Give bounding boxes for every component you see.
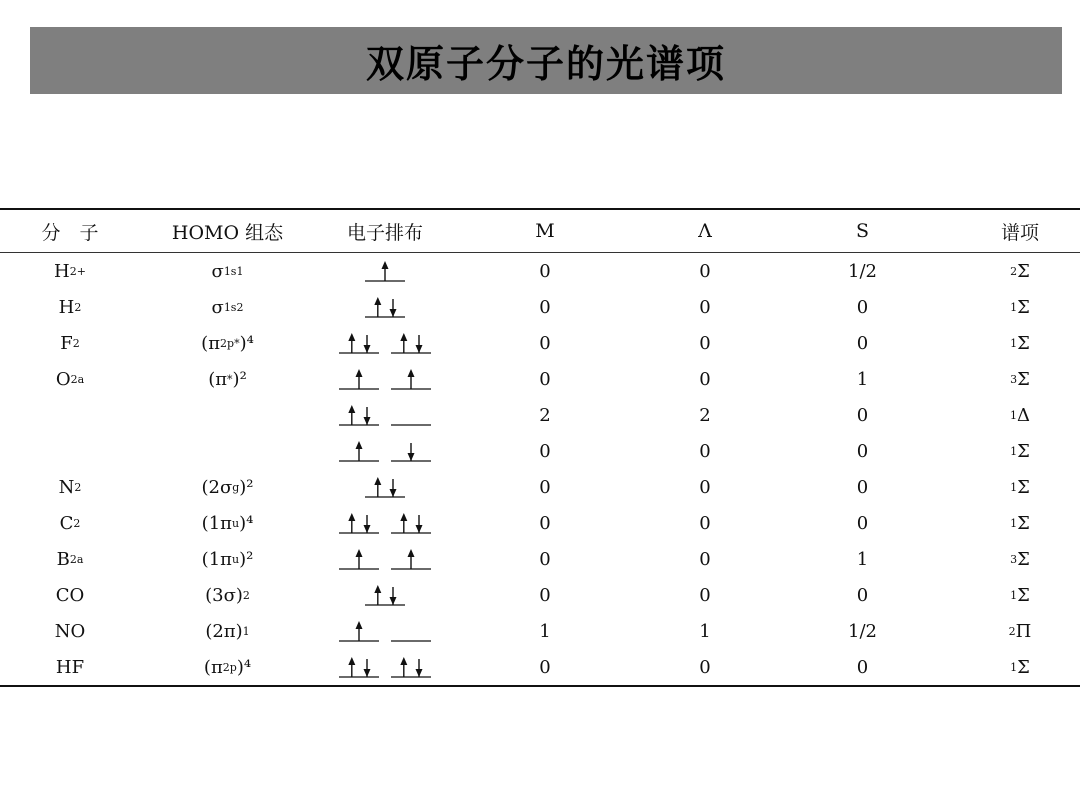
spin-up-arrow-icon (356, 369, 363, 389)
homo-tail: )² (239, 548, 254, 570)
molecule-symbol: B (56, 548, 70, 570)
homo-subscript: 1s (223, 300, 237, 314)
homo-tail: )⁴ (239, 512, 254, 534)
molecule-symbol: C (59, 512, 74, 534)
term-multiplicity: 2 (1010, 264, 1018, 278)
term-cell (975, 541, 1065, 577)
term-cell (975, 361, 1065, 397)
term-cell (975, 289, 1065, 325)
m-value: 0 (539, 584, 551, 606)
homo-superscript: * (227, 372, 233, 386)
spin-down-arrow-icon (390, 479, 397, 497)
orbital-diagram (320, 397, 450, 433)
lambda-value: 0 (699, 656, 711, 678)
homo-base: (1π (201, 512, 232, 534)
spin-up-arrow-icon (356, 549, 363, 569)
configuration-cell (320, 325, 450, 361)
orbital-diagram (320, 613, 450, 649)
term-symbol: Π (1015, 620, 1032, 642)
spin-down-arrow-icon (416, 335, 423, 353)
title-bar (30, 27, 1062, 94)
table-row (0, 469, 1080, 505)
homo-subscript: 2p (220, 336, 235, 350)
molecule-cell (20, 577, 120, 613)
s-value: 0 (856, 296, 869, 318)
term-symbol: Σ (1017, 260, 1030, 282)
molecule-subscript: 2 (70, 372, 78, 386)
header-term: 谱项 (1000, 221, 1039, 244)
s-value: 0 (856, 476, 869, 498)
spin-up-arrow-icon (408, 549, 415, 569)
spin-down-arrow-icon (416, 659, 423, 677)
term-cell (975, 253, 1065, 289)
lambda-value: 0 (699, 296, 711, 318)
configuration-cell (320, 649, 450, 685)
molecule-cell (20, 289, 120, 325)
molecule-symbol: H (54, 260, 70, 282)
table-body (0, 253, 1080, 685)
spin-up-arrow-icon (400, 513, 407, 533)
spin-down-arrow-icon (408, 443, 415, 461)
molecule-subscript: 2 (74, 300, 82, 314)
lambda-value: 0 (699, 548, 711, 570)
molecule-superscript: a (76, 552, 84, 566)
homo-superscript: 2 (236, 300, 244, 314)
molecule-cell (20, 397, 120, 433)
homo-base: σ (211, 260, 224, 282)
m-value: 0 (539, 548, 551, 570)
orbital-diagram (320, 361, 450, 397)
term-cell (975, 397, 1065, 433)
term-cell (975, 325, 1065, 361)
s-value: 0 (856, 440, 869, 462)
spectral-terms-table (0, 208, 1080, 687)
table-row (0, 289, 1080, 325)
molecule-subscript: 2 (69, 552, 77, 566)
molecule-superscript: a (77, 372, 85, 386)
s-value: 0 (856, 512, 869, 534)
homo-base: σ (211, 296, 224, 318)
spin-up-arrow-icon (348, 657, 355, 677)
s-value: 0 (856, 656, 869, 678)
homo-base: (π (203, 656, 223, 678)
molecule-cell (20, 361, 120, 397)
spin-up-arrow-icon (348, 513, 355, 533)
homo-tail: )⁴ (239, 332, 254, 354)
homo-subscript: g (232, 480, 240, 494)
configuration-cell (320, 577, 450, 613)
homo-cell (155, 253, 300, 289)
table-row (0, 577, 1080, 613)
term-symbol: Σ (1017, 368, 1030, 390)
s-value: 1 (856, 368, 869, 390)
homo-superscript: 1 (242, 624, 250, 638)
header-m: M (535, 220, 555, 242)
lambda-value: 0 (699, 512, 711, 534)
m-value: 0 (539, 656, 551, 678)
term-multiplicity: 3 (1010, 552, 1018, 566)
configuration-cell (320, 433, 450, 469)
lambda-value: 0 (699, 368, 711, 390)
slide-title: 双原子分子的光谱项 (365, 42, 726, 86)
molecule-subscript: 2 (69, 264, 77, 278)
m-value: 0 (539, 296, 551, 318)
term-multiplicity: 1 (1010, 516, 1018, 530)
orbital-diagram (320, 649, 450, 685)
spin-up-arrow-icon (348, 405, 355, 425)
molecule-cell (20, 505, 120, 541)
spin-down-arrow-icon (390, 299, 397, 317)
header-molecule: 分 子 (41, 221, 99, 244)
molecule-symbol: O (55, 368, 71, 390)
orbital-diagram (320, 325, 450, 361)
term-symbol: Σ (1017, 440, 1030, 462)
spin-down-arrow-icon (364, 515, 371, 533)
spin-up-arrow-icon (382, 261, 389, 281)
term-multiplicity: 1 (1010, 300, 1018, 314)
homo-tail: )² (232, 368, 247, 390)
molecule-cell (20, 469, 120, 505)
orbital-diagram (320, 433, 450, 469)
configuration-cell (320, 505, 450, 541)
m-value: 1 (539, 620, 551, 642)
term-multiplicity: 1 (1010, 336, 1018, 350)
term-cell (975, 649, 1065, 685)
configuration-cell (320, 469, 450, 505)
homo-cell (155, 289, 300, 325)
molecule-symbol: N (58, 476, 75, 498)
molecule-cell (20, 541, 120, 577)
table-row (0, 397, 1080, 433)
spin-up-arrow-icon (356, 621, 363, 641)
homo-superscript: * (234, 336, 240, 350)
lambda-value: 2 (699, 404, 711, 426)
molecule-symbol: HF (55, 656, 85, 678)
spin-up-arrow-icon (356, 441, 363, 461)
term-multiplicity: 2 (1008, 624, 1016, 638)
table-row (0, 325, 1080, 361)
homo-subscript: u (231, 516, 240, 530)
configuration-cell (320, 289, 450, 325)
homo-superscript: 2 (242, 588, 250, 602)
spin-up-arrow-icon (400, 657, 407, 677)
header-homo: HOMO 组态 (171, 221, 284, 244)
s-value: 1/2 (848, 260, 877, 282)
homo-cell (155, 505, 300, 541)
molecule-cell (20, 649, 120, 685)
term-cell (975, 613, 1065, 649)
spin-up-arrow-icon (408, 369, 415, 389)
molecule-symbol: H (58, 296, 75, 318)
orbital-diagram (320, 253, 450, 289)
molecule-symbol: F (60, 332, 73, 354)
spin-up-arrow-icon (374, 297, 381, 317)
homo-cell (155, 361, 300, 397)
homo-cell (155, 541, 300, 577)
homo-base: (3σ) (205, 584, 243, 606)
lambda-value: 0 (699, 332, 711, 354)
orbital-diagram (320, 505, 450, 541)
table-row (0, 433, 1080, 469)
term-cell (975, 469, 1065, 505)
homo-base: (π (201, 332, 221, 354)
table-row (0, 649, 1080, 685)
lambda-value: 0 (699, 476, 711, 498)
s-value: 0 (856, 332, 869, 354)
spin-down-arrow-icon (364, 407, 371, 425)
term-symbol: Σ (1017, 548, 1030, 570)
homo-cell (155, 397, 300, 433)
m-value: 2 (539, 404, 551, 426)
term-multiplicity: 1 (1010, 408, 1017, 422)
homo-cell (155, 649, 300, 685)
orbital-diagram (320, 541, 450, 577)
homo-cell (155, 613, 300, 649)
table-row (0, 505, 1080, 541)
term-multiplicity: 1 (1010, 660, 1018, 674)
header-lambda: Λ (698, 220, 712, 242)
orbital-diagram (320, 469, 450, 505)
molecule-symbol: CO (55, 584, 85, 606)
term-symbol: Σ (1017, 476, 1030, 498)
header-s: S (855, 220, 870, 242)
molecule-symbol: NO (54, 620, 86, 642)
term-symbol: Σ (1017, 332, 1030, 354)
table-bottom-rule (0, 685, 1080, 687)
m-value: 0 (539, 260, 551, 282)
m-value: 0 (539, 440, 551, 462)
term-cell (975, 577, 1065, 613)
lambda-value: 0 (699, 440, 711, 462)
spin-down-arrow-icon (364, 335, 371, 353)
s-value: 1/2 (848, 620, 877, 642)
configuration-cell (320, 541, 450, 577)
homo-tail: )² (239, 476, 254, 498)
m-value: 0 (539, 512, 551, 534)
homo-cell (155, 325, 300, 361)
table-row (0, 361, 1080, 397)
spin-up-arrow-icon (348, 333, 355, 353)
molecule-subscript: 2 (73, 516, 81, 530)
homo-base: (π (208, 368, 228, 390)
s-value: 0 (856, 584, 869, 606)
spin-up-arrow-icon (374, 477, 381, 497)
configuration-cell (320, 361, 450, 397)
spin-up-arrow-icon (374, 585, 381, 605)
m-value: 0 (539, 332, 551, 354)
homo-cell (155, 469, 300, 505)
molecule-cell (20, 253, 120, 289)
term-cell (975, 505, 1065, 541)
spin-down-arrow-icon (364, 659, 371, 677)
configuration-cell (320, 397, 450, 433)
homo-base: (2σ (201, 476, 233, 498)
homo-subscript: 1s (223, 264, 237, 278)
term-symbol: Σ (1017, 296, 1030, 318)
table-row (0, 253, 1080, 289)
molecule-cell (20, 613, 120, 649)
term-multiplicity: 1 (1010, 588, 1018, 602)
molecule-cell (20, 325, 120, 361)
s-value: 1 (856, 548, 869, 570)
homo-cell (155, 433, 300, 469)
homo-base: (2π) (205, 620, 243, 642)
molecule-subscript: 2 (72, 336, 80, 350)
m-value: 0 (539, 368, 551, 390)
spin-down-arrow-icon (390, 587, 397, 605)
term-cell (975, 433, 1065, 469)
configuration-cell (320, 253, 450, 289)
homo-cell (155, 577, 300, 613)
molecule-subscript: 2 (74, 480, 82, 494)
molecule-superscript: + (76, 264, 86, 278)
molecule-cell (20, 433, 120, 469)
spin-up-arrow-icon (400, 333, 407, 353)
homo-base: (1π (201, 548, 232, 570)
configuration-cell (320, 613, 450, 649)
orbital-diagram (320, 289, 450, 325)
table-row (0, 541, 1080, 577)
term-multiplicity: 1 (1010, 480, 1018, 494)
lambda-value: 1 (699, 620, 711, 642)
term-symbol: Σ (1017, 584, 1030, 606)
table-row (0, 613, 1080, 649)
homo-subscript: u (231, 552, 240, 566)
term-multiplicity: 1 (1010, 444, 1018, 458)
spin-down-arrow-icon (416, 515, 423, 533)
homo-superscript: 1 (236, 264, 244, 278)
term-symbol: Σ (1017, 656, 1030, 678)
m-value: 0 (539, 476, 551, 498)
table-header-row (0, 210, 1080, 252)
homo-subscript: 2p (222, 660, 237, 674)
s-value: 0 (856, 404, 869, 426)
lambda-value: 0 (699, 260, 711, 282)
term-symbol: Σ (1017, 512, 1030, 534)
lambda-value: 0 (699, 584, 711, 606)
term-multiplicity: 3 (1010, 372, 1018, 386)
term-symbol: Δ (1017, 404, 1030, 426)
orbital-diagram (320, 577, 450, 613)
header-configuration: 电子排布 (346, 221, 423, 244)
homo-tail: )⁴ (236, 656, 252, 678)
